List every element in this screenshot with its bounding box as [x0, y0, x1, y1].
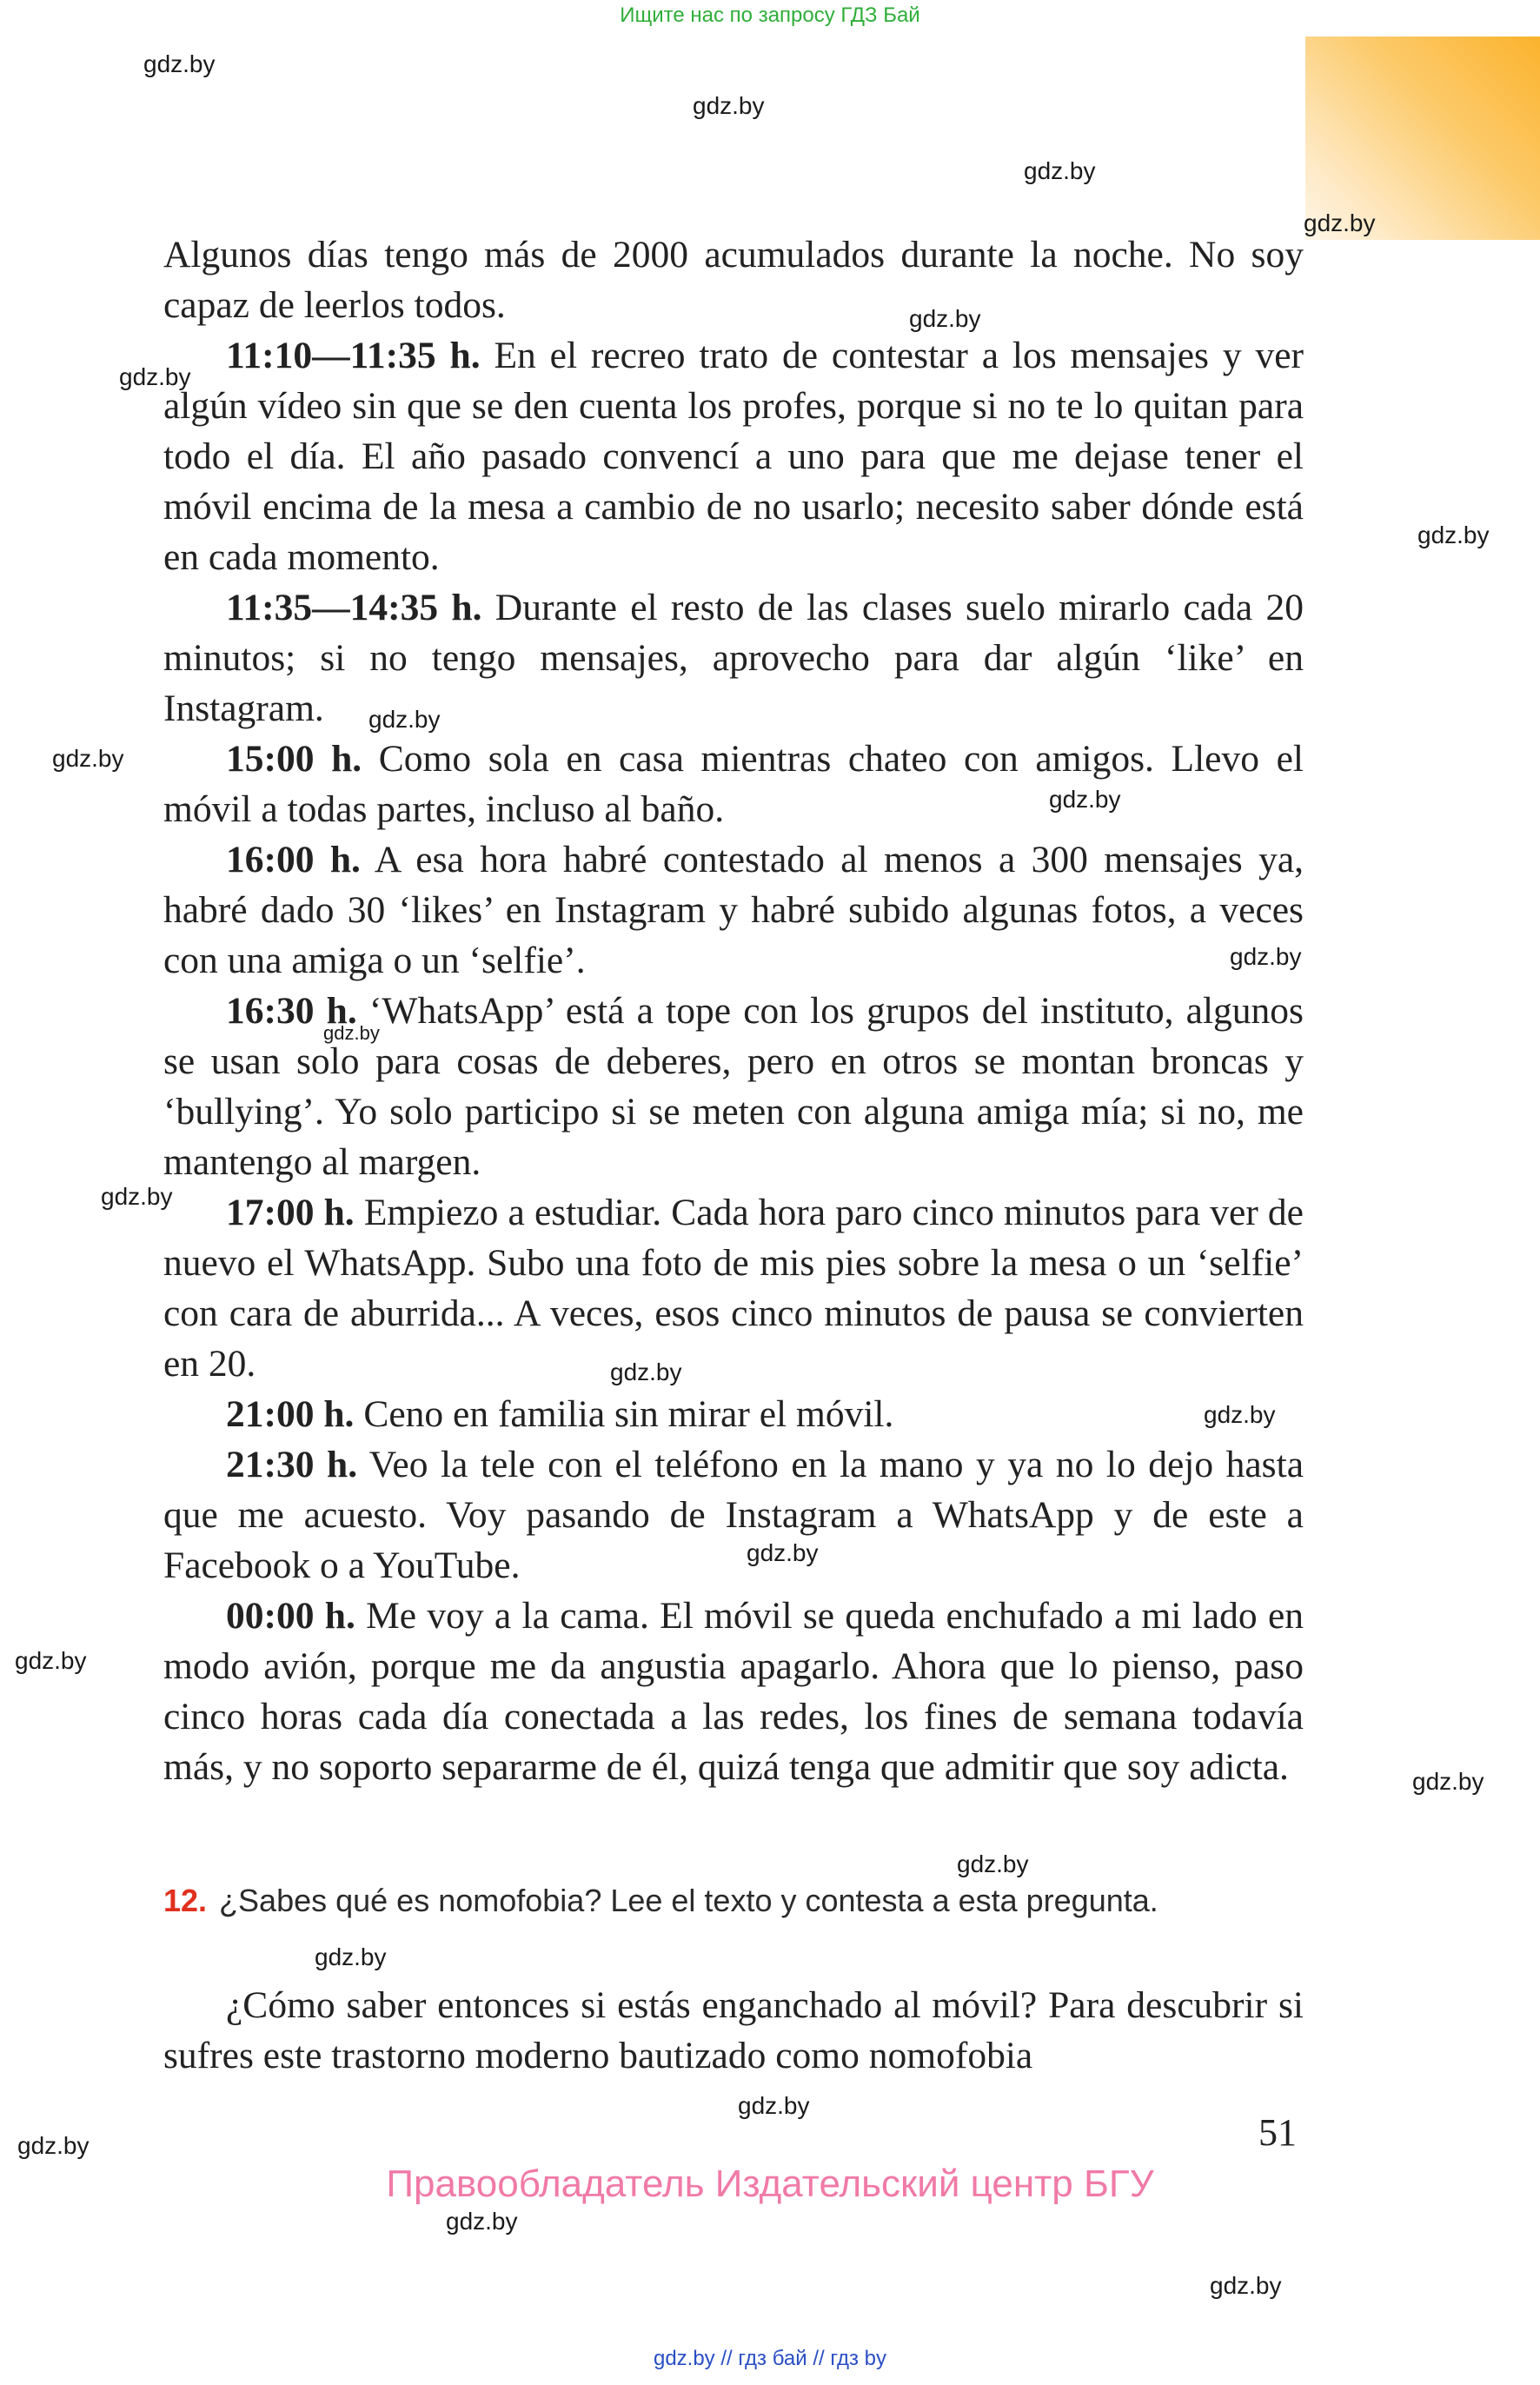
watermark: gdz.by	[1049, 786, 1121, 813]
watermark: gdz.by	[610, 1359, 682, 1385]
paragraph: 11:10—11:35 h. En el recreo trato de contestar a los mensajes y ver algún vídeo sin que se den cuenta los profes, porque si no te lo quitan para todo el día. El año pasado convencí a uno para que me dejase tener el móvil encima de la mesa a cambio de no usarlo; necesito saber dónde está en cada momento.	[163, 335, 1304, 578]
watermark: gdz.by	[1210, 2272, 1282, 2299]
watermark: gdz.by	[747, 1539, 819, 1566]
exercise-12	[163, 1880, 1158, 1922]
watermark: gdz.by	[1417, 522, 1490, 548]
paragraph: 17:00 h. Empiezo a estudiar. Cada hora paro cinco minutos para ver de nuevo el WhatsApp. Subo una foto de mis pies sobre la mesa o un ‘selfie’ con cara de aburrida... A veces, esos cinco minutos de pausa se convierten en 20.	[163, 1192, 1304, 1385]
paragraph: 21:00 h. Ceno en familia sin mirar el móvil.	[226, 1393, 894, 1435]
watermark: gdz.by	[101, 1183, 173, 1210]
paragraph: Algunos días tengo más de 2000 acumulados durante la noche. No soy capaz de leerlos todos.	[163, 234, 1304, 326]
paragraph: 15:00 h. Como sola en casa mientras chateo con amigos. Llevo el móvil a todas partes, incluso al baño.	[163, 738, 1304, 830]
watermark: gdz.by	[119, 363, 191, 390]
reading-paragraph: ¿Cómo saber entonces si estás enganchado al móvil? Para descubrir si sufres este trastorno moderno bautizado como nomofobia	[163, 1984, 1304, 2076]
watermark: gdz.by	[1204, 1401, 1276, 1428]
paragraph: 16:30 h. ‘WhatsApp’ está a tope con los grupos del instituto, algunos se usan solo para cosas de deberes, pero en otros se montan broncas y ‘bullying’. Yo solo participo si se meten con alguna amiga mía; si no, me mantengo al margen.	[163, 990, 1304, 1183]
watermark: gdz.by	[909, 305, 981, 332]
watermark: gdz.by	[368, 706, 441, 733]
footer-links: gdz.by // гдз бай // гдз by	[653, 2347, 887, 2370]
watermark: gdz.by	[1024, 157, 1096, 184]
watermark: gdz.by	[17, 2132, 90, 2159]
paragraph: 21:30 h. Veo la tele con el teléfono en la mano y ya no lo dejo hasta que me acuesto. Voy pasando de Instagram a WhatsApp y de este a Facebook o a YouTube.	[163, 1444, 1304, 1586]
watermark: gdz.by	[323, 1022, 380, 1044]
search-note: Ищите нас по запросу ГДЗ Бай	[620, 3, 920, 27]
watermark: gdz.by	[52, 745, 124, 772]
watermark: gdz.by	[1412, 1768, 1484, 1795]
watermark: gdz.by	[1230, 943, 1302, 970]
watermark: gdz.by	[315, 1943, 387, 1970]
exercise-prompt: ¿Sabes qué es nomofobia? Lee el texto y contesta a esta pregunta.	[219, 1883, 1158, 1918]
watermark: gdz.by	[738, 2092, 810, 2119]
watermark: gdz.by	[957, 1850, 1029, 1877]
watermark: gdz.by	[1304, 209, 1376, 236]
watermark: gdz.by	[143, 50, 216, 77]
exercise-number: 12.	[163, 1883, 208, 1918]
paragraph: 16:00 h. A esa hora habré contestado al menos a 300 mensajes ya, habré dado 30 ‘likes’ en Instagram y habré subido algunas fotos, a veces con una amiga o un ‘selfie’.	[163, 839, 1304, 981]
paragraph: 00:00 h. Me voy a la cama. El móvil se queda enchufado a mi lado en modo avión, porque me da angustia apagarlo. Ahora que lo pienso, paso cinco horas cada día conectada a las redes, los fines de semana todavía más, y no soporto separarme de él, quizá tenga que admitir que soy adicta.	[163, 1595, 1304, 1788]
rights-holder: Правообладатель Издательский центр БГУ	[386, 2162, 1154, 2205]
page-number: 51	[1258, 2111, 1297, 2154]
watermark: gdz.by	[15, 1647, 87, 1674]
watermark: gdz.by	[693, 92, 765, 119]
paragraph: 11:35—14:35 h. Durante el resto de las clases suelo mirarlo cada 20 minutos; si no tengo mensajes, aprovecho para dar algún ‘like’ en Instagram.	[163, 587, 1304, 729]
watermark: gdz.by	[446, 2208, 518, 2235]
